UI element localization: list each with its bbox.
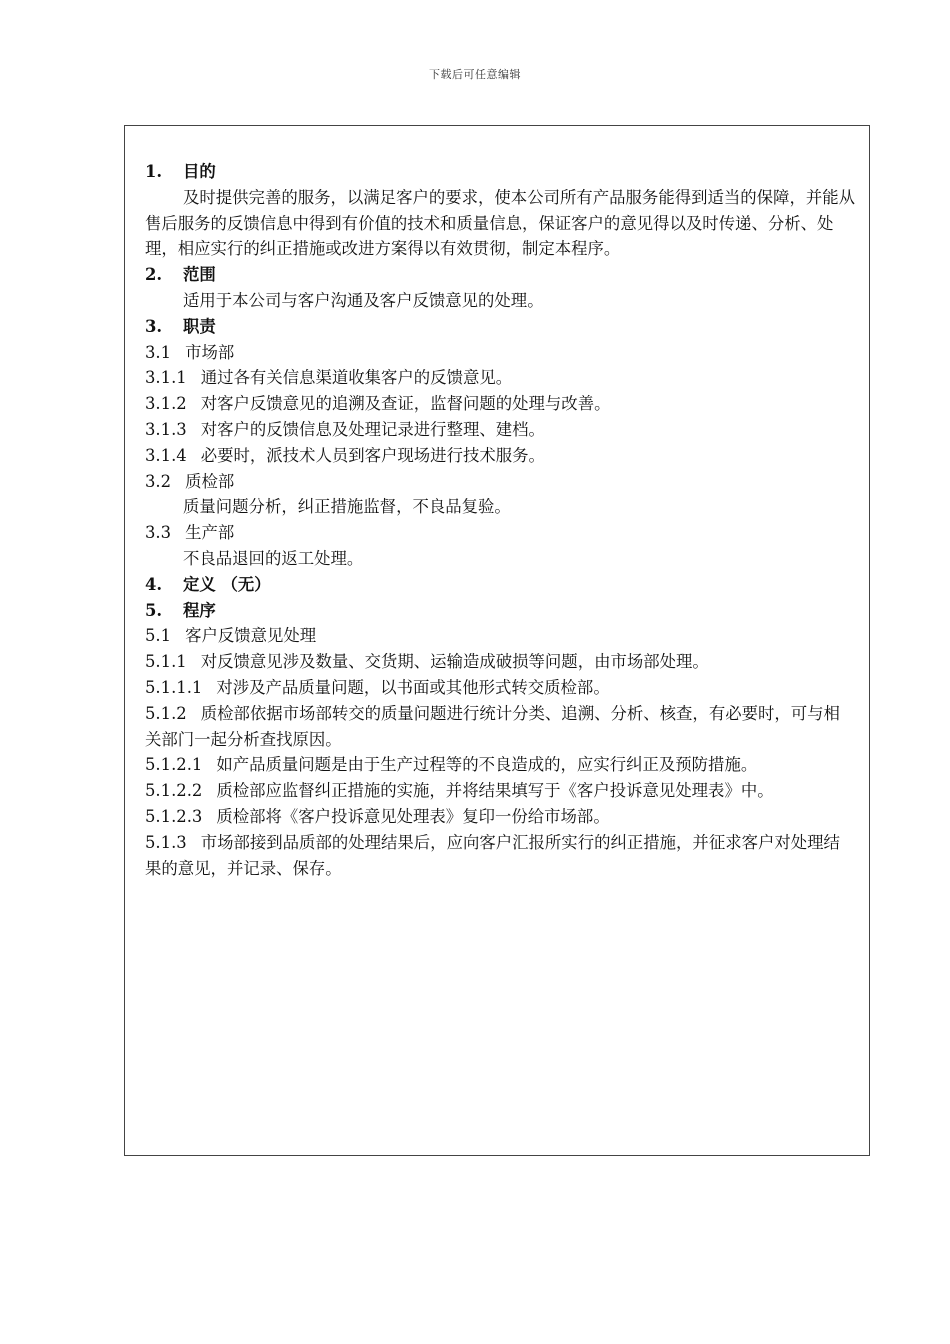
section-heading <box>145 262 855 288</box>
clause-item <box>145 417 855 443</box>
clause-item <box>145 469 855 495</box>
clause-number: 5.1.1.1 <box>145 677 203 697</box>
clause-text: 市场部接到品质部的处理结果后，应向客户汇报所实行的纠正措施，并征求客户对处理结果的意见，并记录、保存。 <box>145 832 840 878</box>
clause-text: 对反馈意见涉及数量、交货期、运输造成破损等问题，由市场部处理。 <box>200 652 709 672</box>
section-number: 5. <box>145 600 163 620</box>
clause-number: 5.1.3 <box>145 832 187 852</box>
clause-number: 5.1.1 <box>145 652 187 672</box>
clause-item <box>145 649 855 675</box>
clause-text: 客户反馈意见处理 <box>185 626 317 646</box>
paragraph: 及时提供完善的服务，以满足客户的要求，使本公司所有产品服务能得到适当的保障，并能从售后服务的反馈信息中得到有价值的技术和质量信息，保证客户的意见得以及时传递、分析、处理，相应实行的纠正措施或改进方案得以有效贯彻，制定本程序。 <box>145 187 856 259</box>
clause-text: 对客户反馈意见的追溯及查证，监督问题的处理与改善。 <box>200 394 611 414</box>
clause-item <box>145 443 855 469</box>
clause-item <box>145 391 855 417</box>
clause-number: 5.1.2.2 <box>145 781 203 801</box>
clause-item <box>145 623 855 649</box>
clause-text: 质检部将《客户投诉意见处理表》复印一份给市场部。 <box>216 806 610 826</box>
header-note: 下载后可任意编辑 <box>429 68 521 81</box>
clause-item <box>145 752 855 778</box>
section-title: 职责 <box>183 316 216 336</box>
clause-item <box>145 778 855 804</box>
clause-number: 5.1.2 <box>145 703 187 723</box>
section-title: 程序 <box>183 600 216 620</box>
clause-text: 质检部应监督纠正措施的实施，并将结果填写于《客户投诉意见处理表》中。 <box>216 781 774 801</box>
clause-text: 质检部依据市场部转交的质量问题进行统计分类、追溯、分析、核查，有必要时，可与相关部门一起分析查找原因。 <box>145 703 840 749</box>
clause-item <box>145 701 855 753</box>
clause-item <box>145 340 855 366</box>
clause-text: 对客户的反馈信息及处理记录进行整理、建档。 <box>200 419 545 439</box>
paragraph: 质量问题分析，纠正措施监督，不良品复验。 <box>183 497 511 517</box>
paragraph: 适用于本公司与客户沟通及客户反馈意见的处理。 <box>183 290 544 310</box>
section-number: 2. <box>145 265 163 285</box>
clause-number: 3.1.4 <box>145 445 187 465</box>
section-title: 范围 <box>183 265 216 285</box>
clause-number: 3.1.1 <box>145 368 187 388</box>
clause-item <box>145 804 855 830</box>
clause-text: 通过各有关信息渠道收集客户的反馈意见。 <box>200 368 513 388</box>
clause-number: 5.1.2.3 <box>145 806 203 826</box>
clause-text: 如产品质量问题是由于生产过程等的不良造成的，应实行纠正及预防措施。 <box>216 755 758 775</box>
clause-number: 3.1 <box>145 342 172 362</box>
section-heading <box>145 314 855 340</box>
clause-item <box>145 675 855 701</box>
clause-text: 必要时，派技术人员到客户现场进行技术服务。 <box>200 445 545 465</box>
section-heading <box>145 598 855 624</box>
section-heading <box>145 159 855 185</box>
clause-number: 3.1.3 <box>145 419 187 439</box>
section-title: 目的 <box>183 162 216 181</box>
clause-item <box>145 520 855 546</box>
clause-item <box>145 365 855 391</box>
clause-number: 3.1.2 <box>145 394 187 414</box>
paragraph: 不良品退回的返工处理。 <box>183 548 364 568</box>
clause-text: 对涉及产品质量问题，以书面或其他形式转交质检部。 <box>216 677 610 697</box>
clause-number: 5.1 <box>145 626 172 646</box>
section-number: 4. <box>145 574 163 594</box>
clause-text: 市场部 <box>185 342 235 362</box>
section-number: 1. <box>145 162 163 181</box>
clause-number: 3.3 <box>145 523 172 543</box>
section-title: 定义 （无） <box>183 574 271 594</box>
document-body <box>145 159 855 881</box>
clause-text: 生产部 <box>185 523 235 543</box>
clause-item <box>145 830 855 882</box>
section-heading <box>145 572 855 598</box>
document-frame <box>124 125 870 1156</box>
clause-number: 3.2 <box>145 471 172 491</box>
clause-text: 质检部 <box>185 471 235 491</box>
clause-number: 5.1.2.1 <box>145 755 203 775</box>
section-number: 3. <box>145 316 163 336</box>
